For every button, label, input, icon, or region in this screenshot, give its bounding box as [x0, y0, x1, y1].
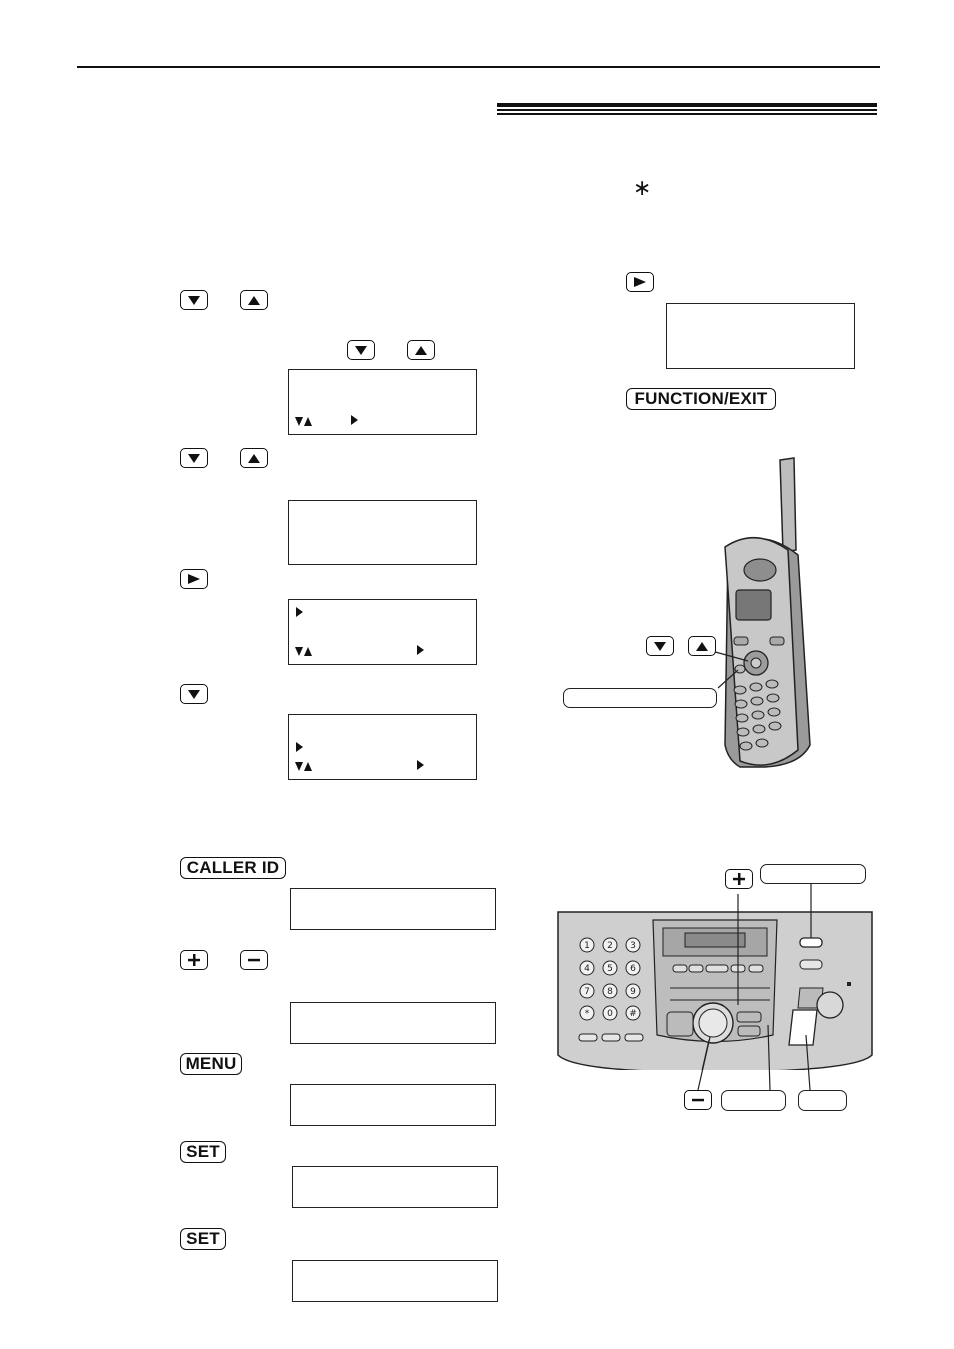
down-triangle-icon — [187, 453, 201, 464]
up-triangle-icon — [247, 295, 261, 306]
display-box — [292, 1166, 498, 1208]
up-triangle-icon — [695, 641, 709, 652]
svg-text:#: # — [629, 1009, 637, 1019]
section-rule-3 — [497, 113, 877, 115]
up-key — [240, 448, 268, 468]
up-triangle-icon — [304, 644, 313, 662]
svg-text:7: 7 — [584, 987, 590, 997]
up-triangle-icon — [304, 414, 313, 432]
up-key — [240, 290, 268, 310]
svg-text:5: 5 — [607, 964, 613, 974]
display-box — [666, 303, 855, 369]
down-key — [646, 636, 674, 656]
down-triangle-icon — [354, 345, 368, 356]
display-box — [288, 500, 477, 565]
svg-text:8: 8 — [607, 987, 613, 997]
down-key — [180, 290, 208, 310]
base-callout-label — [760, 864, 866, 884]
svg-text:*: * — [584, 1009, 590, 1019]
plus-key — [725, 869, 753, 889]
display-box — [288, 599, 477, 665]
down-triangle-icon — [187, 689, 201, 700]
right-triangle-icon — [416, 758, 425, 776]
plus-key — [180, 950, 208, 970]
minus-icon — [247, 953, 261, 967]
page-top-rule — [77, 66, 880, 68]
display-box — [288, 714, 477, 780]
handset-callout-label — [563, 688, 717, 708]
right-triangle-icon — [295, 605, 304, 623]
minus-key — [240, 950, 268, 970]
base-leader-lines — [690, 1025, 830, 1095]
display-box — [290, 1002, 496, 1044]
up-key — [688, 636, 716, 656]
plus-icon — [187, 953, 201, 967]
right-key — [180, 569, 208, 589]
svg-text:2: 2 — [607, 941, 613, 951]
down-triangle-icon — [295, 644, 304, 662]
caller-id-key: CALLER ID — [180, 857, 286, 879]
right-triangle-icon — [350, 413, 359, 431]
display-box — [288, 369, 477, 435]
up-triangle-icon — [304, 759, 313, 777]
down-triangle-icon — [295, 414, 304, 432]
svg-text:1: 1 — [584, 941, 590, 951]
handset-illustration — [560, 455, 820, 775]
down-triangle-icon — [187, 295, 201, 306]
base-callout-label — [798, 1090, 847, 1111]
svg-text:4: 4 — [584, 964, 590, 974]
set-key: SET — [180, 1228, 226, 1250]
base-callout-label — [721, 1090, 786, 1111]
section-rule-1 — [497, 103, 877, 107]
right-triangle-icon — [633, 276, 647, 288]
up-triangle-icon — [247, 453, 261, 464]
minus-key — [684, 1090, 712, 1110]
display-box — [290, 1084, 496, 1126]
plus-icon — [732, 872, 746, 886]
up-key — [407, 340, 435, 360]
svg-text:3: 3 — [630, 941, 636, 951]
display-box — [290, 888, 496, 930]
up-triangle-icon — [414, 345, 428, 356]
svg-text:0: 0 — [607, 1009, 613, 1019]
minus-icon — [691, 1093, 705, 1107]
right-key — [626, 272, 654, 292]
display-box — [292, 1260, 498, 1302]
svg-text:6: 6 — [630, 964, 636, 974]
right-triangle-icon — [187, 573, 201, 585]
down-triangle-icon — [295, 759, 304, 777]
down-key — [180, 448, 208, 468]
asterisk-icon: ∗ — [633, 176, 652, 201]
down-key — [347, 340, 375, 360]
function-exit-key: FUNCTION/EXIT — [626, 388, 776, 410]
down-key — [180, 684, 208, 704]
right-triangle-icon — [416, 643, 425, 661]
down-triangle-icon — [653, 641, 667, 652]
svg-text:9: 9 — [630, 987, 636, 997]
section-rule-2 — [497, 109, 877, 111]
set-key: SET — [180, 1141, 226, 1163]
right-triangle-icon — [295, 740, 304, 758]
menu-key: MENU — [180, 1053, 242, 1075]
